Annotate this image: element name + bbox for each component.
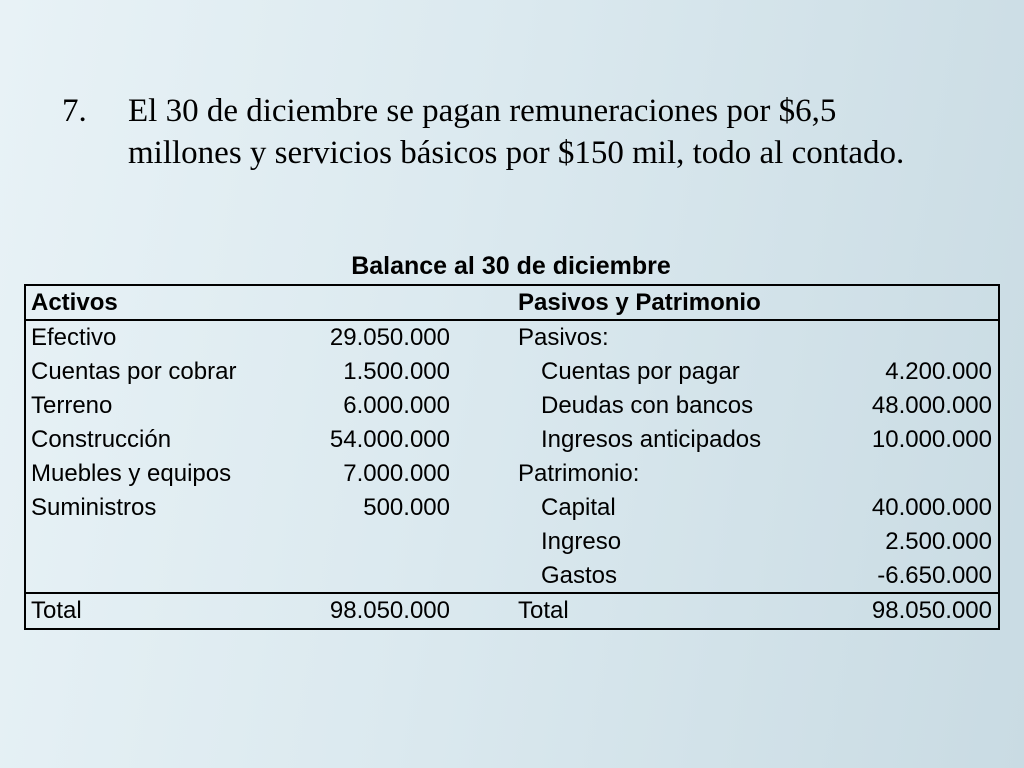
asset-label: Efectivo [31,324,117,351]
table-row [26,525,998,559]
exercise-text-line-2: millones y servicios básicos por $150 mil, todo al contado. [128,135,905,171]
exercise-statement [62,90,982,174]
liability-value: 48.000.000 [871,392,992,419]
asset-value: 6.000.000 [343,392,450,419]
asset-label: Construcción [31,426,172,453]
table-row [26,457,998,491]
asset-label: Cuentas por cobrar [31,358,237,385]
liabilities-total-value: 98.050.000 [871,597,992,624]
table-row [26,559,998,593]
asset-label: Muebles y equipos [31,460,232,487]
liability-label: Deudas con bancos [541,392,754,419]
balance-table [24,284,1000,630]
equity-section-label: Patrimonio: [518,460,640,487]
asset-value: 1.500.000 [343,358,450,385]
equity-value: 40.000.000 [871,494,992,521]
liability-value: 10.000.000 [871,426,992,453]
balance-title: Balance al 30 de diciembre [351,252,671,280]
assets-total-value: 98.050.000 [329,597,450,624]
asset-value: 29.050.000 [329,324,450,351]
liability-value: 4.200.000 [885,358,992,385]
totals-row [26,592,998,628]
liability-label: Ingresos anticipados [541,426,762,453]
equity-label: Gastos [541,562,618,589]
table-row [26,389,998,423]
asset-value: 7.000.000 [343,460,450,487]
asset-label: Terreno [31,392,113,419]
exercise-text-line-1: El 30 de diciembre se pagan remuneraciones por $6,5 [128,93,837,129]
asset-label: Suministros [31,494,157,521]
equity-value: 2.500.000 [885,528,992,555]
liabilities-section-label: Pasivos: [518,324,609,351]
table-row [26,423,998,457]
asset-value: 54.000.000 [329,426,450,453]
exercise-text [128,90,982,174]
exercise-number: 7. [62,93,87,129]
liability-label: Cuentas por pagar [541,358,740,385]
equity-label: Capital [541,494,616,521]
table-row [26,321,998,355]
equity-label: Ingreso [541,528,622,555]
assets-header: Activos [31,289,118,316]
asset-value: 500.000 [363,494,450,521]
equity-value: -6.650.000 [877,562,992,589]
liabilities-equity-header: Pasivos y Patrimonio [518,289,761,316]
table-header-row [26,286,998,321]
table-row [26,491,998,525]
liabilities-total-label: Total [518,597,569,624]
assets-total-label: Total [31,597,82,624]
table-row [26,355,998,389]
